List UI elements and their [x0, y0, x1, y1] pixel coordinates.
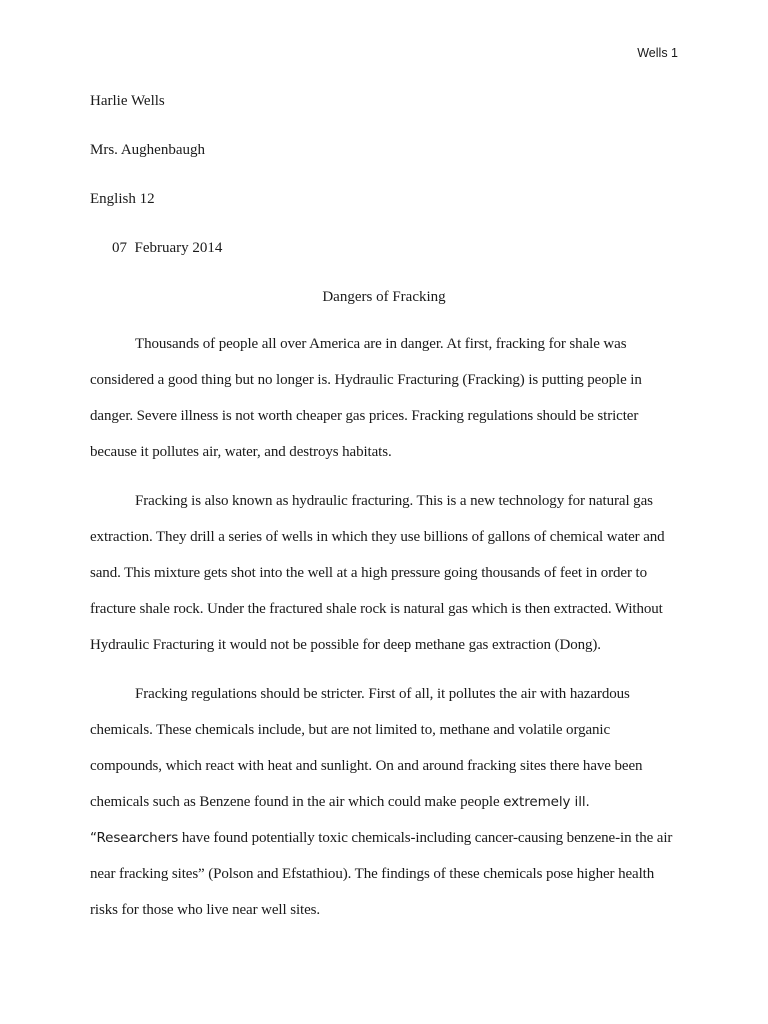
paragraph-air-pollution-quote-start: extremely ill. “Researchers	[90, 794, 590, 846]
essay-title: Dangers of Fracking	[322, 289, 446, 305]
paragraph-air-pollution-part-2: have found potentially toxic chemicals-including cancer-causing benzene-in the air near fracking sites” (Polson and Efstathiou). The findings of these chemicals pose higher health risks for those who live near well sites.	[90, 830, 673, 918]
essay-body	[90, 326, 680, 928]
essay-date: 07 February 2014	[112, 240, 223, 256]
paragraph-air-pollution	[90, 676, 680, 928]
running-header-page-number: Wells 1	[637, 46, 678, 60]
paragraph-intro: Thousands of people all over America are in danger. At first, fracking for shale was considered a good thing but no longer is. Hydraulic Fracturing (Fracking) is putting people in danger. Severe illness is not worth cheaper gas prices. Fracking regulations should be stricter because it pollutes air, water, and destroys habitats.	[90, 336, 642, 460]
course-name: English 12	[90, 191, 155, 207]
teacher-name: Mrs. Aughenbaugh	[90, 142, 205, 158]
paragraph-definition: Fracking is also known as hydraulic fracturing. This is a new technology for natural gas extraction. They drill a series of wells in which they use billions of gallons of chemical water and sand. This mixture gets shot into the well at a high pressure going thousands of feet in order to fracture shale rock. Under the fractured shale rock is natural gas which is then extracted. Without Hydraulic Fracturing it would not be possible for deep methane gas extraction (Dong).	[90, 493, 665, 653]
student-name: Harlie Wells	[90, 93, 165, 109]
paragraph-air-pollution-part-1: Fracking regulations should be stricter. First of all, it pollutes the air with hazardous chemicals. These chemicals include, but are not limited to, methane and volatile organic compounds, which react with heat and sunlight. On and around fracking sites there have been chemicals such as Benzene found in the air which could make people	[90, 686, 643, 810]
